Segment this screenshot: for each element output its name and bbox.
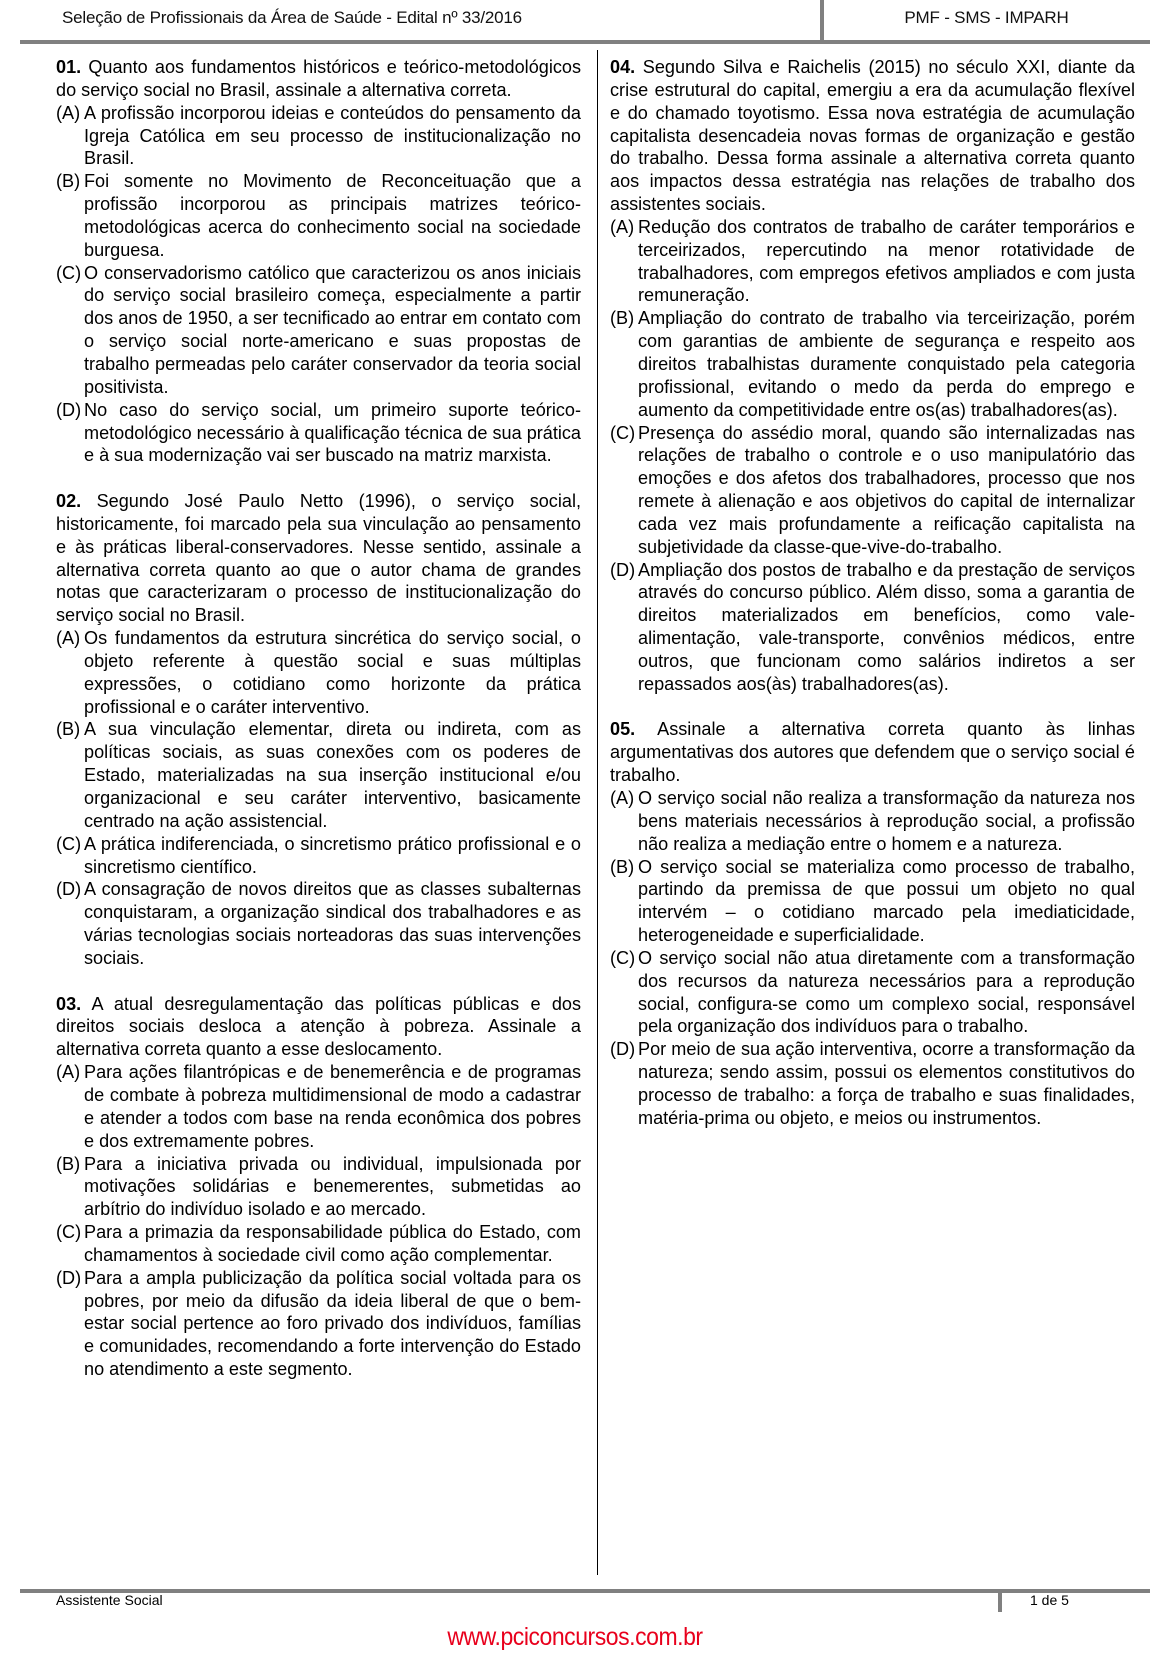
right-column (610, 56, 1135, 1153)
option-letter: (D) (56, 879, 82, 900)
option-letter: (B) (610, 308, 635, 329)
option-letter: (A) (56, 102, 81, 123)
option-b (610, 856, 1135, 947)
option-text: A prática indiferenciada, o sincretismo prático profissional e o sincretismo científico. (84, 833, 581, 877)
option-letter: (B) (56, 1153, 81, 1174)
question-stem (56, 993, 581, 1062)
question-text: Quanto aos fundamentos históricos e teórico-metodológicos do serviço social no Brasil, assinale a alternativa correta. (56, 57, 581, 100)
question-03 (56, 993, 581, 1381)
option-letter: (D) (610, 559, 636, 580)
question-stem (56, 56, 581, 102)
option-text: A sua vinculação elementar, direta ou indireta, com as políticas sociais, as suas conexões com os poderes de Estado, materializadas na sua inserção institucional e/ou organizacional e seu caráter interventivo, basicamente centrado na ação assistencial. (84, 719, 581, 831)
question-number: 05. (610, 719, 636, 740)
question-text: Assinale a alternativa correta quanto às linhas argumentativas dos autores que defendem que o serviço social é trabalho. (610, 719, 1135, 786)
option-text: Redução dos contratos de trabalho de caráter temporários e terceirizados, repercutindo na menor rotatividade de trabalhadores, com empregos efetivos ampliados e com justa remuneração. (638, 216, 1135, 306)
question-02 (56, 490, 581, 970)
question-text: Segundo Silva e Raichelis (2015) no século XXI, diante da crise estrutural do capital, emergiu a era da acumulação flexível e do chamado toyotismo. Essa nova estratégia de acumulação capitalista desencadeia novas formas de organização e gestão do trabalho. Dessa forma assinale a alternativa correta quanto aos impactos dessa estratégia nas relações de trabalho dos assistentes sociais. (610, 57, 1135, 215)
option-d (610, 1038, 1135, 1129)
option-letter: (A) (610, 216, 635, 237)
header-divider-horizontal (20, 40, 1150, 44)
option-text: O serviço social se materializa como processo de trabalho, partindo da premissa de que possui um objeto no qual intervém – o cotidiano marcado pela imediaticidade, heterogeneidade e superficialidade. (638, 856, 1135, 946)
option-text: Ampliação do contrato de trabalho via terceirização, porém com garantias de ambiente de segurança e respeito aos direitos trabalhistas duramente conquistado pela categoria profissional, evitando o medo da perda do emprego e aumento da competitividade entre os(as) trabalhadores(as). (638, 308, 1135, 420)
option-d (56, 399, 581, 468)
option-letter: (D) (56, 1267, 82, 1288)
option-text: Presença do assédio moral, quando são internalizadas nas relações de trabalho o controle e o uso manipulatório das emoções e dos afetos dos trabalhadores, processo que nos remete à alienação e aos objetivos do capital de internalizar cada vez mais profundamente a reificação capitalista na subjetividade da classe-que-vive-do-trabalho. (638, 422, 1135, 557)
watermark-link[interactable]: www.pciconcursos.com.br (447, 1623, 703, 1651)
option-text: Para a ampla publicização da política social voltada para os pobres, por meio da difusão da ideia liberal de que o bem-estar social pertence ao foro privado dos indivíduos, famílias e comunidades, recomendando a forte intervenção do Estado no atendimento a este segmento. (84, 1267, 581, 1380)
question-05 (610, 718, 1135, 1129)
option-text: Foi somente no Movimento de Reconceituação que a profissão incorporou as principais matrizes teórico-metodológicas acerca do conhecimento social na sociedade burguesa. (84, 171, 581, 260)
question-number: 01. (56, 57, 82, 77)
footer-divider-vertical (998, 1591, 1002, 1612)
organization-title: PMF - SMS - IMPARH (904, 8, 1069, 27)
footer-role-label: Assistente Social (56, 1592, 163, 1608)
page-indicator: 1 de 5 (1030, 1592, 1069, 1608)
question-stem (610, 718, 1135, 787)
option-d (56, 1267, 581, 1381)
option-b (56, 718, 581, 832)
option-c (610, 947, 1135, 1038)
option-text: Por meio de sua ação interventiva, ocorre a transformação da natureza; sendo assim, possui os elementos constitutivos do processo de trabalho: a força de trabalho e suas finalidades, matéria-prima ou objeto, e meios ou instrumentos. (638, 1039, 1135, 1128)
question-text: Segundo José Paulo Netto (1996), o serviço social, historicamente, foi marcado pela sua vinculação ao pensamento e às práticas liberal-conservadores. Nesse sentido, assinale a alternativa correta quanto ao que o autor chama de grandes notas que caracterizaram o processo de institucionalização do serviço social no Brasil. (56, 491, 581, 626)
option-c (56, 262, 581, 399)
option-text: Para a iniciativa privada ou individual, impulsionada por motivações solidárias e benemerentes, submetidas ao arbítrio do indivíduo isolado e ao mercado. (84, 1153, 581, 1220)
option-d (610, 559, 1135, 696)
option-letter: (C) (610, 422, 636, 443)
option-c (610, 422, 1135, 559)
question-stem (610, 56, 1135, 216)
page-header (0, 0, 1150, 46)
question-stem (56, 490, 581, 627)
option-letter: (D) (56, 399, 82, 420)
option-letter: (B) (610, 856, 635, 877)
option-text: Para ações filantrópicas e de benemerência e de programas de combate à pobreza multidimensional de modo a cadastrar e atender a todos com base na renda econômica dos pobres e dos extremamente pobres. (84, 1062, 581, 1151)
option-letter: (C) (56, 262, 82, 283)
option-text: O serviço social não atua diretamente com a transformação dos recursos da natureza necessários para a reprodução social, configura-se como um complexo social, responsável pela organização dos indivíduos para o trabalho. (638, 947, 1135, 1037)
option-text: Os fundamentos da estrutura sincrética do serviço social, o objeto referente à questão social e suas múltiplas expressões, o cotidiano como horizonte da prática profissional e o caráter interventivo. (84, 628, 581, 717)
option-text: O conservadorismo católico que caracterizou os anos iniciais do serviço social brasileiro começa, especialmente a partir dos anos de 1950, a ser tecnificado ao entrar em contato com o serviço social norte-americano e suas propostas de trabalho permeadas pelo caráter conservador da teoria social positivista. (84, 262, 581, 397)
option-text: A profissão incorporou ideias e conteúdos do pensamento da Igreja Católica em seu processo de institucionalização no Brasil. (84, 102, 581, 169)
option-a (56, 102, 581, 171)
question-number: 02. (56, 491, 82, 512)
option-text: A consagração de novos direitos que as classes subalternas conquistaram, a organização sindical dos trabalhadores e as várias tecnologias sociais norteadoras das suas intervenções sociais. (84, 879, 581, 968)
option-letter: (C) (56, 833, 82, 854)
column-divider (597, 50, 598, 1575)
question-number: 03. (56, 993, 82, 1014)
option-letter: (C) (610, 947, 636, 968)
option-b (56, 170, 581, 261)
option-letter: (B) (56, 171, 81, 192)
option-text: O serviço social não realiza a transformação da natureza nos bens materiais necessários à reprodução social, a profissão não realiza a mediação entre o homem e a natureza. (638, 788, 1135, 854)
option-b (610, 307, 1135, 421)
option-d (56, 878, 581, 969)
option-a (56, 1061, 581, 1152)
option-letter: (C) (56, 1222, 82, 1243)
question-01 (56, 56, 581, 467)
option-letter: (D) (610, 1039, 636, 1060)
question-number: 04. (610, 57, 636, 77)
option-letter: (A) (610, 788, 635, 808)
question-04 (610, 56, 1135, 696)
option-c (56, 1221, 581, 1267)
option-a (610, 787, 1135, 856)
option-text: Para a primazia da responsabilidade pública do Estado, com chamamentos à sociedade civil como ação complementar. (84, 1222, 581, 1265)
option-a (56, 627, 581, 718)
option-text: No caso do serviço social, um primeiro suporte teórico-metodológico necessário à qualificação técnica de sua prática e à sua modernização vai ser buscado na matriz marxista. (84, 399, 581, 466)
left-column (56, 56, 581, 1404)
option-letter: (A) (56, 1062, 81, 1083)
option-letter: (A) (56, 628, 81, 649)
option-c (56, 833, 581, 879)
option-letter: (B) (56, 719, 81, 740)
footer-divider-horizontal (20, 1589, 1150, 1593)
option-b (56, 1153, 581, 1222)
question-text: A atual desregulamentação das políticas públicas e dos direitos sociais desloca a atenção à pobreza. Assinale a alternativa correta quanto a esse deslocamento. (56, 993, 581, 1060)
option-a (610, 216, 1135, 307)
exam-title: Seleção de Profissionais da Área de Saúde - Edital nº 33/2016 (62, 8, 522, 27)
option-text: Ampliação dos postos de trabalho e da prestação de serviços através do concurso público. Além disso, soma a garantia de direitos materializados em benefícios, como vale-alimentação, vale-transporte, convênios médicos, entre outros, que funcionam como salários indiretos a ser repassados aos(às) trabalhadores(as). (638, 559, 1135, 694)
